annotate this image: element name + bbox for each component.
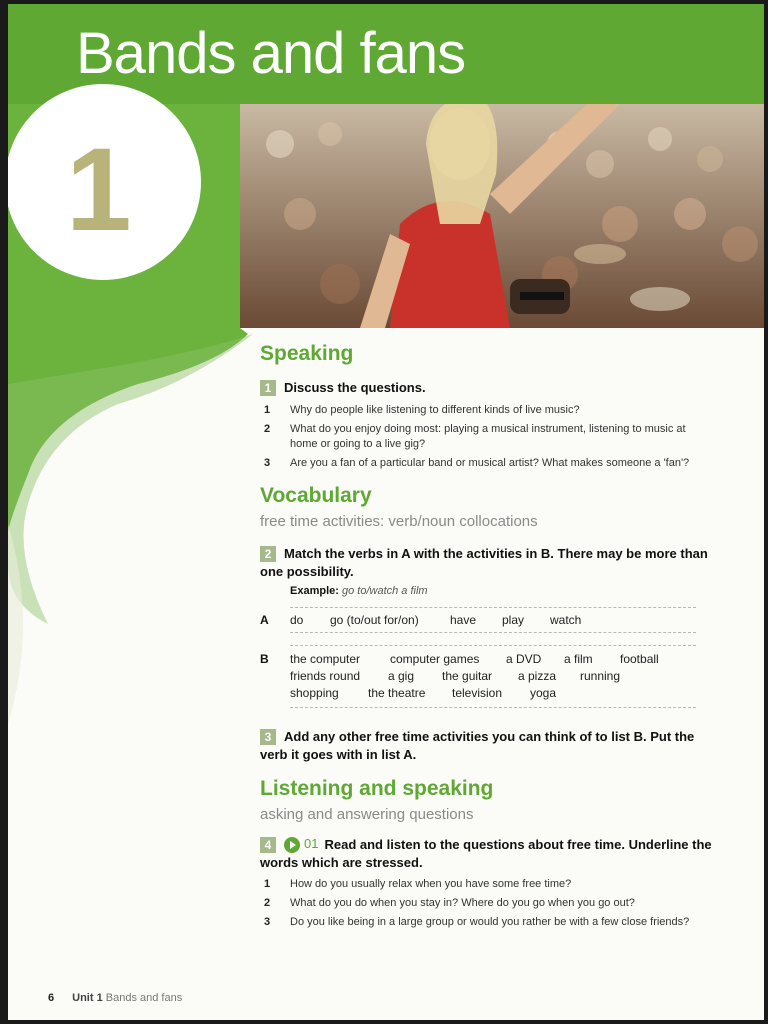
page-title: Bands and fans [76, 21, 466, 86]
list-item: 2 What do you enjoy doing most: playing a musical instrument, listening to music at home or going to a live gig? [264, 423, 686, 450]
vocabulary-heading: Vocabulary [260, 484, 372, 507]
divider [290, 645, 696, 646]
listening-heading: Listening and speaking [260, 777, 494, 800]
task-instruction: Add any other free time activities you can think of to list B. Put the verb it goes with in list A. [260, 729, 695, 763]
textbook-page [8, 4, 764, 1020]
list-a-item: have [450, 613, 477, 627]
list-item: 2 What do you do when you stay in? Where do you go when you go out? [264, 897, 635, 909]
list-a-item: go (to/out for/on) [330, 613, 419, 627]
list-b-item: shopping [290, 686, 339, 700]
task-instruction: Discuss the questions. [284, 380, 426, 396]
list-item: 1 Why do people like listening to different kinds of live music? [264, 404, 580, 416]
divider [290, 707, 696, 708]
task-4 [260, 835, 718, 871]
list-a [290, 613, 700, 629]
speaking-questions [264, 403, 704, 475]
list-b-item: running [580, 669, 621, 683]
listening-questions [264, 877, 724, 934]
list-b-item: a pizza [518, 669, 557, 683]
list-b-item: a gig [388, 669, 415, 683]
list-b [290, 652, 700, 704]
divider [290, 632, 696, 633]
task-instruction: Match the verbs in A with the activities in B. There may be more than one possibility. [260, 546, 708, 580]
list-item: 3 Do you like being in a large group or would you rather be with a few close friends? [264, 916, 690, 928]
list-b-item: a film [564, 652, 593, 666]
task-number-badge: 3 [260, 729, 276, 745]
list-b-item: the theatre [368, 686, 426, 700]
list-b-item: friends round [290, 669, 361, 683]
list-item: 1 How do you usually relax when you have some free time? [264, 878, 572, 890]
list-b-item: computer games [390, 652, 480, 666]
crowd-illustration [240, 104, 764, 328]
list-b-item: football [620, 652, 659, 666]
unit-number: 1 [66, 124, 132, 256]
list-a-label: A [260, 613, 269, 627]
footer-unit-title: Bands and fans [105, 992, 183, 1004]
task-number-badge: 4 [260, 837, 276, 853]
list-b-item: the computer [290, 652, 361, 666]
list-b-label: B [260, 652, 269, 666]
page-footer [48, 992, 182, 1004]
page-number: 6 [48, 992, 55, 1004]
list-a-item: play [502, 613, 525, 627]
listening-subheading: asking and answering questions [260, 806, 474, 823]
task-1 [260, 378, 426, 396]
example: Example: go to/watch a film [290, 585, 428, 597]
list-item: 3 Are you a fan of a particular band or musical artist? What makes someone a 'fan'? [264, 457, 690, 469]
list-a-item: do [290, 613, 304, 627]
concert-photo [240, 104, 764, 328]
task-instruction: Read and listen to the questions about free time. Underline the words which are stressed. [260, 837, 712, 871]
list-b-item: a DVD [506, 652, 542, 666]
task-2 [260, 544, 710, 580]
audio-track-number: 01 [304, 836, 319, 851]
task-3 [260, 727, 710, 763]
footer-unit-label: Unit 1 [72, 992, 103, 1004]
audio-play-icon[interactable] [284, 837, 300, 853]
vocabulary-subheading: free time activities: verb/noun collocations [260, 513, 538, 530]
list-b-item: television [452, 686, 503, 700]
list-b-item: the guitar [442, 669, 493, 683]
task-number-badge: 2 [260, 546, 276, 562]
list-b-item: yoga [530, 686, 557, 700]
speaking-heading: Speaking [260, 342, 354, 365]
list-a-item: watch [550, 613, 582, 627]
task-number-badge: 1 [260, 380, 276, 396]
divider [290, 607, 696, 608]
